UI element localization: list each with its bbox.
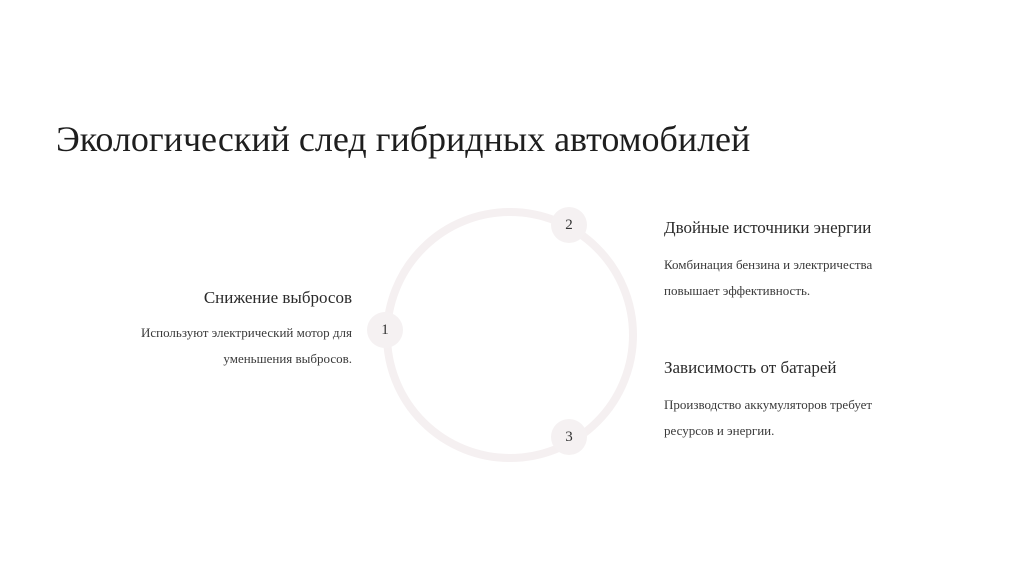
step-2-text-line: повышает эффективность. bbox=[664, 283, 811, 298]
step-3-text bbox=[664, 392, 984, 444]
step-3-heading: Зависимость от батарей bbox=[664, 358, 837, 377]
step-3-marker: 3 bbox=[551, 419, 587, 455]
step-2-text-line: Комбинация бензина и электричества bbox=[664, 257, 873, 272]
cycle-ring-circle bbox=[387, 212, 633, 458]
cycle-ring bbox=[360, 190, 660, 480]
step-1-text-line: Используют электрический мотор для bbox=[140, 325, 352, 340]
step-3-text-line: Производство аккумуляторов требует bbox=[664, 397, 873, 412]
step-3-text-line: ресурсов и энергии. bbox=[664, 423, 775, 438]
step-2-text bbox=[664, 252, 984, 304]
step-1-text bbox=[52, 320, 352, 372]
step-1-marker: 1 bbox=[367, 312, 403, 348]
step-1-text-line: уменьшения выбросов. bbox=[223, 351, 352, 366]
step-2-marker: 2 bbox=[551, 207, 587, 243]
slide-title: Экологический след гибридных автомобилей bbox=[56, 119, 751, 159]
step-1-heading: Снижение выбросов bbox=[203, 288, 352, 307]
step-2-heading: Двойные источники энергии bbox=[664, 218, 872, 237]
